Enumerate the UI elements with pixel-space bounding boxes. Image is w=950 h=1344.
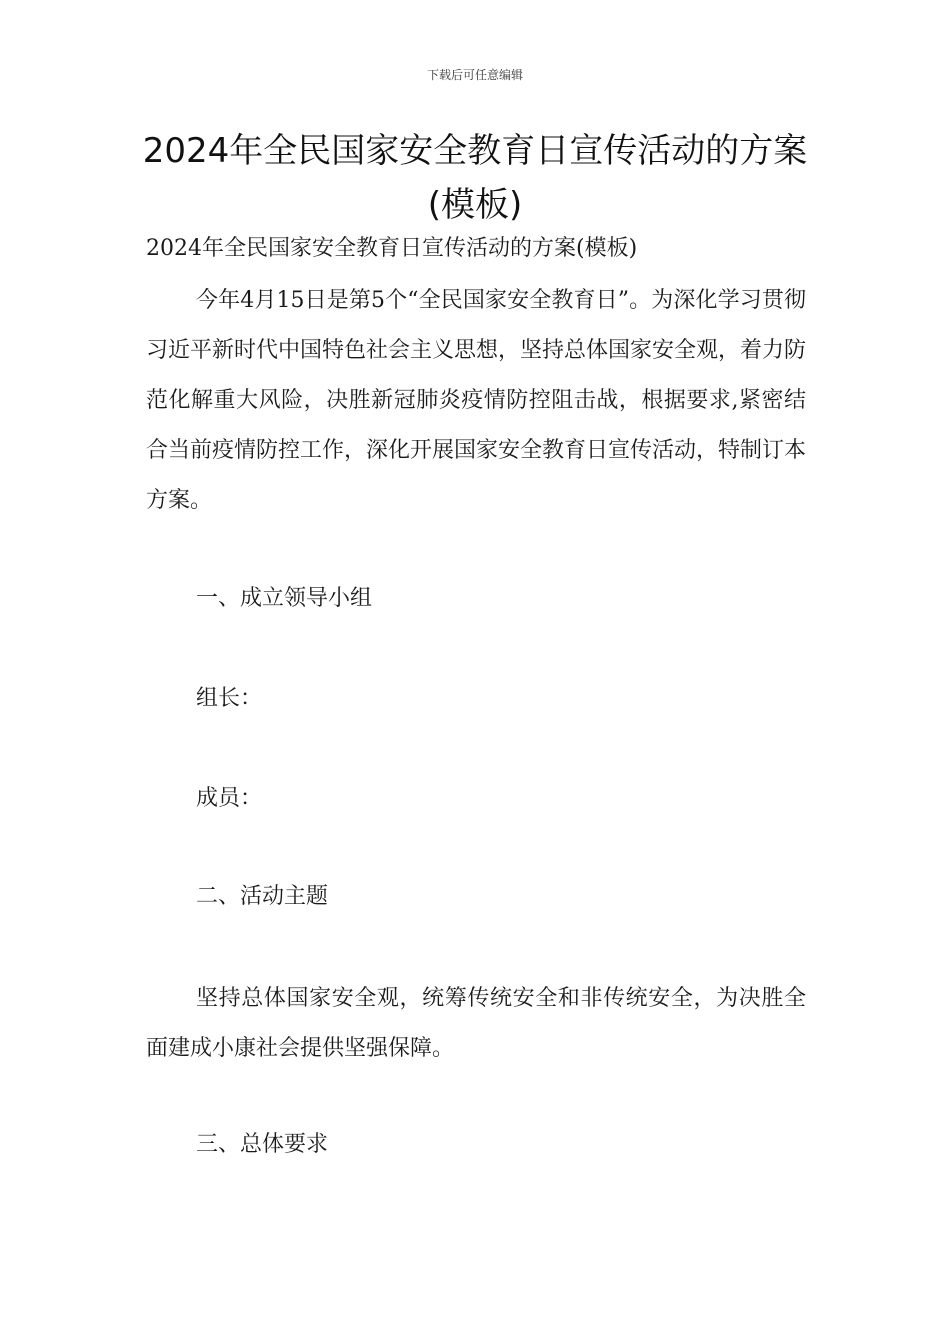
intro-paragraph: 今年4月15日是第5个“全民国家安全教育日”。为深化学习贯彻习近平新时代中国特色社会主义思想，坚持总体国家安全观，着力防范化解重大风险，决胜新冠肺炎疫情防控阻击战，根据要求,紧密结合当前疫情防控工作，深化开展国家安全教育日宣传活动，特制订本方案。	[146, 288, 807, 513]
document-title: 2024年全民国家安全教育日宣传活动的方案(模板)	[142, 131, 808, 225]
leader-label: 组长：	[196, 686, 263, 711]
theme-paragraph: 坚持总体国家安全观，统筹传统安全和非传统安全，为决胜全面建成小康社会提供坚强保障。	[146, 986, 806, 1061]
section-heading-2: 二、活动主题	[196, 884, 329, 909]
section-heading-1: 一、成立领导小组	[196, 586, 373, 611]
document-subtitle: 2024年全民国家安全教育日宣传活动的方案(模板)	[146, 236, 638, 261]
members-label: 成员：	[196, 786, 263, 811]
section-heading-3: 三、总体要求	[196, 1132, 329, 1157]
header-note: 下载后可任意编辑	[426, 68, 523, 82]
